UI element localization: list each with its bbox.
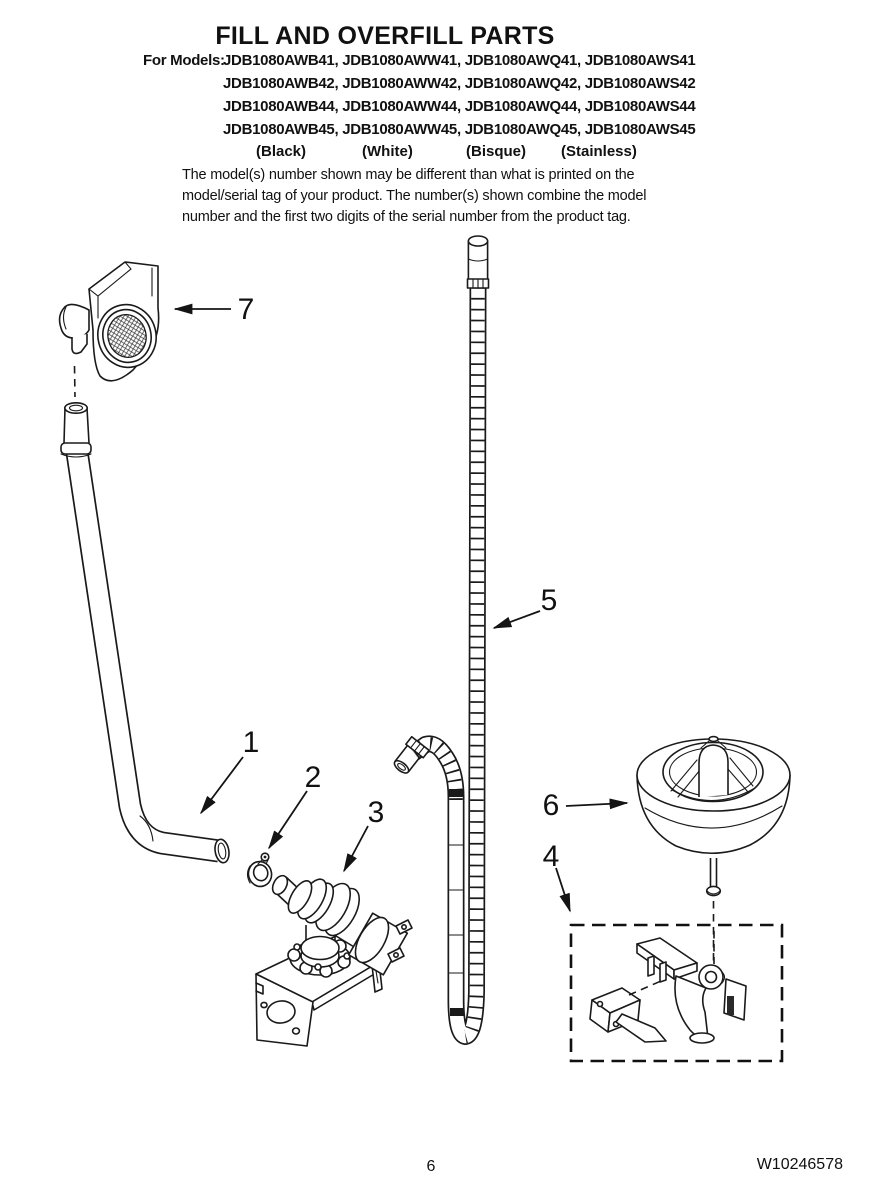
document-number: W10246578 bbox=[756, 1156, 843, 1173]
overfill-float-dome bbox=[637, 737, 790, 964]
callout-3: 3 bbox=[367, 796, 385, 829]
finish-label-stainless: (Stainless) bbox=[561, 143, 637, 160]
air-gap-cap bbox=[60, 262, 163, 397]
page-title: FILL AND OVERFILL PARTS bbox=[215, 22, 555, 50]
callout-2: 2 bbox=[304, 761, 322, 794]
model-row: JDB1080AWB42, JDB1080AWW42, JDB1080AWQ42, JDB1080AWS42 bbox=[223, 75, 696, 92]
float-switch-assembly bbox=[571, 925, 782, 1061]
model-row: JDB1080AWB44, JDB1080AWW44, JDB1080AWQ44, JDB1080AWS44 bbox=[223, 98, 696, 115]
water-inlet-valve bbox=[256, 873, 412, 1046]
page-number: 6 bbox=[426, 1158, 436, 1175]
model-row: JDB1080AWB45, JDB1080AWW45, JDB1080AWQ45, JDB1080AWS45 bbox=[223, 121, 696, 138]
fill-tube bbox=[61, 403, 231, 864]
finish-label-black: (Black) bbox=[256, 143, 307, 160]
finish-label-white: (White) bbox=[362, 143, 413, 160]
disclaimer-line: model/serial tag of your product. The number(s) shown combine the model bbox=[182, 188, 647, 204]
for-models-label: For Models: bbox=[143, 52, 225, 69]
hose-clamp bbox=[246, 853, 275, 889]
callout-4: 4 bbox=[542, 840, 560, 873]
disclaimer-line: number and the first two digits of the serial number from the product tag. bbox=[182, 209, 631, 225]
finish-label-bisque: (Bisque) bbox=[466, 143, 526, 160]
fill-hose bbox=[391, 236, 489, 1037]
callout-7: 7 bbox=[237, 293, 255, 326]
callout-1: 1 bbox=[242, 726, 260, 759]
callout-6: 6 bbox=[542, 789, 560, 822]
callout-5: 5 bbox=[540, 584, 558, 617]
disclaimer-line: The model(s) number shown may be different than what is printed on the bbox=[182, 167, 635, 183]
model-row: JDB1080AWB41, JDB1080AWW41, JDB1080AWQ41, JDB1080AWS41 bbox=[223, 52, 696, 69]
